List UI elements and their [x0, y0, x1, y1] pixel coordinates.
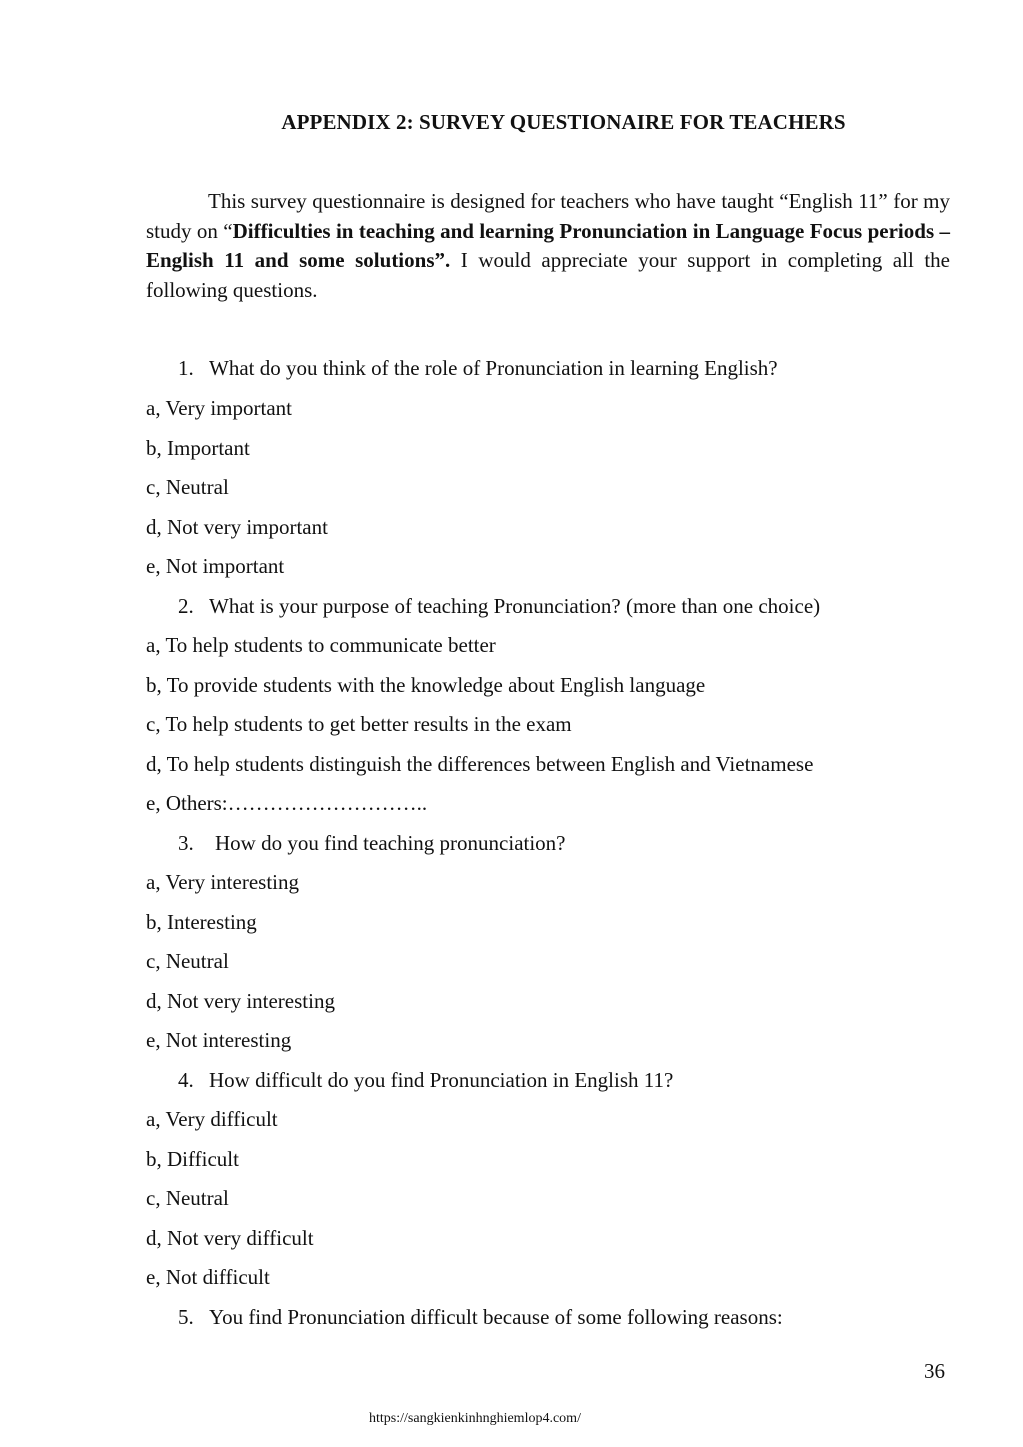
option-item: a, To help students to communicate better [146, 633, 496, 657]
option-item: e, Others:……………………….. [146, 791, 428, 815]
option-item: d, Not very difficult [146, 1226, 314, 1250]
option-item: a, Very difficult [146, 1107, 278, 1131]
option-item: e, Not important [146, 554, 285, 578]
question-number: 4. [178, 1068, 194, 1092]
option-item: d, To help students distinguish the differences between English and Vietnamese [146, 752, 814, 776]
option-item: a, Very interesting [146, 870, 299, 894]
option-item: c, Neutral [146, 1186, 229, 1210]
option-item: c, Neutral [146, 949, 229, 973]
option-item: b, Interesting [146, 910, 257, 934]
appendix-title: APPENDIX 2: SURVEY QUESTIONAIRE FOR TEACHERS [281, 110, 846, 134]
option-item: c, To help students to get better results in the exam [146, 712, 572, 736]
intro-text-part2: I would appreciate your support in completing all the following questions. [146, 248, 950, 302]
question-text: How difficult do you find Pronunciation in English 11? [209, 1068, 674, 1092]
question-text: How do you find teaching pronunciation? [215, 831, 566, 855]
option-item: b, Important [146, 436, 250, 460]
question-number: 2. [178, 594, 194, 618]
option-item: a, Very important [146, 396, 292, 420]
question-text: You find Pronunciation difficult because of some following reasons: [209, 1305, 783, 1329]
question-text: What is your purpose of teaching Pronunciation? (more than one choice) [209, 594, 821, 618]
question-number: 3. [178, 831, 194, 855]
option-item: b, Difficult [146, 1147, 239, 1171]
question-number: 1. [178, 356, 194, 380]
option-item: e, Not difficult [146, 1265, 270, 1289]
option-item: d, Not very interesting [146, 989, 335, 1013]
option-item: d, Not very important [146, 515, 328, 539]
page-number: 36 [924, 1359, 945, 1383]
option-item: e, Not interesting [146, 1028, 292, 1052]
footer-url[interactable]: https://sangkienkinhnghiemlop4.com/ [369, 1411, 581, 1426]
study-title: Difficulties in teaching and learning Pronunciation in Language Focus periods – English 11 and some solutions”. [146, 218, 950, 272]
option-item: b, To provide students with the knowledge about English language [146, 673, 706, 697]
intro-text-part1: This survey questionnaire is designed for teachers who have taught “English 11” for my study on “ [146, 189, 950, 243]
question-text: What do you think of the role of Pronunciation in learning English? [209, 356, 778, 380]
intro-paragraph [146, 187, 950, 305]
question-number: 5. [178, 1305, 194, 1329]
option-item: c, Neutral [146, 475, 229, 499]
